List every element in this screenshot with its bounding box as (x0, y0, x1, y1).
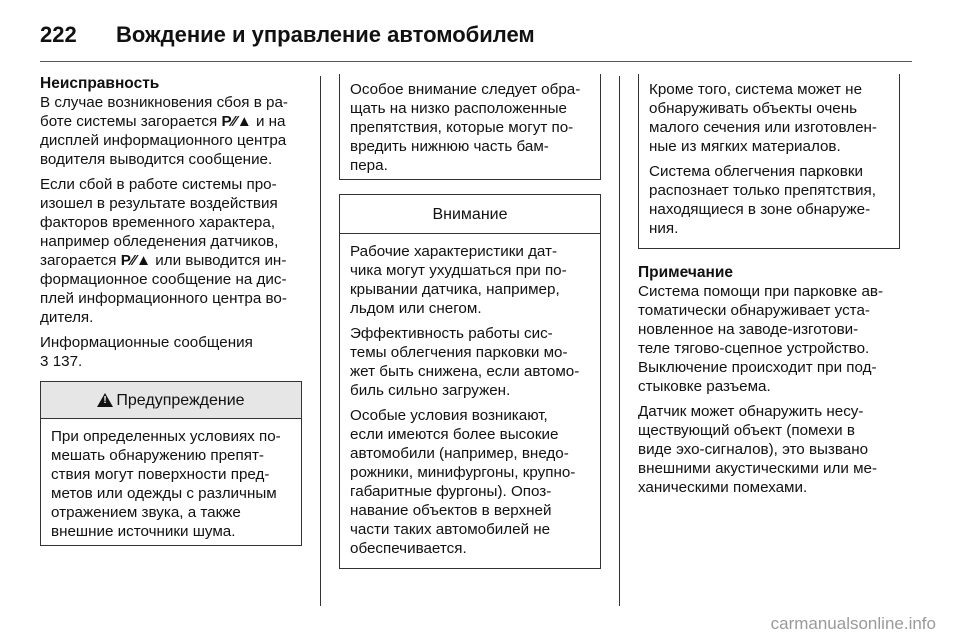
text-line: дисплей информационного центра (40, 132, 287, 149)
text-line: ханическими помехами. (638, 479, 808, 496)
text-line: препятствия, которые могут по- (350, 119, 574, 136)
text-line: томатически обнаруживает уста- (638, 302, 870, 319)
text-line: формационное сообщение на дис- (40, 271, 287, 288)
reference-arrow-icon: 3 (40, 353, 49, 370)
text-line: плей информационного центра во- (40, 290, 287, 307)
text-line: или выводится ин- (155, 252, 287, 269)
text-line: Эффективность работы сис- (350, 325, 553, 342)
warning-title-text: Предупреждение (116, 391, 245, 409)
warning-box (40, 381, 302, 546)
paragraph-1 (40, 93, 302, 169)
column-divider-2 (619, 76, 620, 606)
text-line: боте системы загорается (40, 113, 218, 130)
text-line: и на (255, 113, 286, 130)
page-header (40, 22, 535, 62)
text-line: загорается (40, 252, 117, 269)
text-line: виде эхо-сигналов), это вызвано (638, 441, 869, 458)
caution-paragraph-3 (350, 406, 590, 558)
warning-title (41, 381, 301, 419)
caution-paragraph-1 (350, 242, 590, 318)
text-line: обнаруживать объекты очень (649, 100, 858, 117)
text-line: биль сильно загружен. (350, 382, 511, 399)
text-line: обеспечивается. (350, 540, 467, 557)
page-number: 222 (40, 22, 77, 47)
text-line: Система помощи при парковке ав- (638, 283, 884, 300)
watermark: carmanualsonline.info (770, 614, 936, 633)
person-icon: ▲ (236, 113, 252, 130)
text-line: находящиеся в зоне обнаруже- (649, 201, 871, 218)
text-line: крывании датчика, например, (350, 281, 560, 298)
box-paragraph-1 (649, 80, 889, 156)
text-line: теле тягово-сцепное устройство. (638, 340, 870, 357)
text-line: внешние источники шума. (51, 523, 236, 540)
text-line: льдом или снегом. (350, 300, 482, 317)
text-line: части таких автомобилей не (350, 521, 551, 538)
text-line: жет быть снижена, если автомо- (350, 363, 580, 380)
text-line: При определенных условиях по- (51, 428, 281, 445)
continued-caution-box (638, 74, 900, 249)
caution-title: Внимание (340, 194, 600, 234)
text-line: чика могут ухудшаться при по- (350, 262, 567, 279)
box-paragraph-2 (649, 162, 889, 238)
parking-symbol-icon: P⁄⁄ (221, 113, 237, 130)
caution-paragraph-2 (350, 324, 590, 400)
note-paragraph-1 (638, 282, 900, 396)
text-line: Датчик может обнаружить несу- (638, 403, 864, 420)
malfunction-heading: Неисправность (40, 75, 160, 92)
text-line: автомобили (например, внедо- (350, 445, 569, 462)
text-line: темы облегчения парковки мо- (350, 344, 568, 361)
text-line: отражением звука, а также (51, 504, 241, 521)
warning-triangle-icon (97, 393, 113, 407)
text-line: например обледенения датчиков, (40, 233, 279, 250)
person-icon: ▲ (135, 252, 151, 269)
text-line: Особое внимание следует обра- (350, 81, 581, 98)
text-line: изошел в результате воздействия (40, 195, 278, 212)
chapter-title: Вождение и управление автомобилем (116, 22, 535, 47)
parking-symbol-icon: P⁄⁄ (120, 252, 136, 269)
text-line: пера. (350, 157, 388, 174)
text-line: Информационные сообщения (40, 334, 253, 351)
column-divider-1 (320, 76, 321, 606)
paragraph-2 (40, 175, 302, 327)
note-section (638, 263, 900, 497)
text-line: малого сечения или изготовлен- (649, 119, 877, 136)
continued-caution-body (639, 74, 899, 248)
caution-box (339, 194, 601, 569)
text-line: распознает только препятствия, (649, 182, 876, 199)
text-line: вредить нижнюю часть бам- (350, 138, 549, 155)
note-heading: Примечание (638, 264, 733, 281)
text-line: метов или одежды с различным (51, 485, 277, 502)
column-2 (339, 74, 601, 569)
text-line: Система облегчения парковки (649, 163, 863, 180)
text-line: факторов временного характера, (40, 214, 276, 231)
page-reference-link[interactable]: 137. (52, 353, 83, 370)
continued-warning-body (340, 74, 600, 179)
text-line: мешать обнаружению препят- (51, 447, 264, 464)
text-line: В случае возникновения сбоя в ра- (40, 94, 288, 111)
text-line: Выключение происходит при под- (638, 359, 877, 376)
text-line: внешними акустическими или ме- (638, 460, 878, 477)
text-line: ния. (649, 220, 679, 237)
text-line: щать на низко расположенные (350, 100, 567, 117)
text-line: Если сбой в работе системы про- (40, 176, 277, 193)
text-line: если имеются более высокие (350, 426, 559, 443)
text-line: ствия могут поверхности пред- (51, 466, 270, 483)
text-line: дителя. (40, 309, 94, 326)
text-line: стыковке разъема. (638, 378, 771, 395)
text-line: водителя выводится сообщение. (40, 151, 273, 168)
caution-body (340, 234, 600, 568)
text-line: Рабочие характеристики дат- (350, 243, 558, 260)
text-line: рожники, минифургоны, крупно- (350, 464, 576, 481)
continued-warning-box (339, 74, 601, 180)
text-line: Кроме того, система может не (649, 81, 863, 98)
header-rule (40, 61, 912, 62)
paragraph-3 (40, 333, 302, 371)
text-line: ные из мягких материалов. (649, 138, 841, 155)
note-paragraph-2 (638, 402, 900, 497)
text-line: новленное на заводе-изготови- (638, 321, 859, 338)
column-1 (40, 74, 302, 546)
text-line: габаритные фургоны). Опоз- (350, 483, 552, 500)
warning-body (41, 419, 301, 545)
text-line: навание объектов в верхней (350, 502, 552, 519)
text-line: ществующий объект (помехи в (638, 422, 855, 439)
text-line: Особые условия возникают, (350, 407, 548, 424)
column-3 (638, 74, 900, 503)
